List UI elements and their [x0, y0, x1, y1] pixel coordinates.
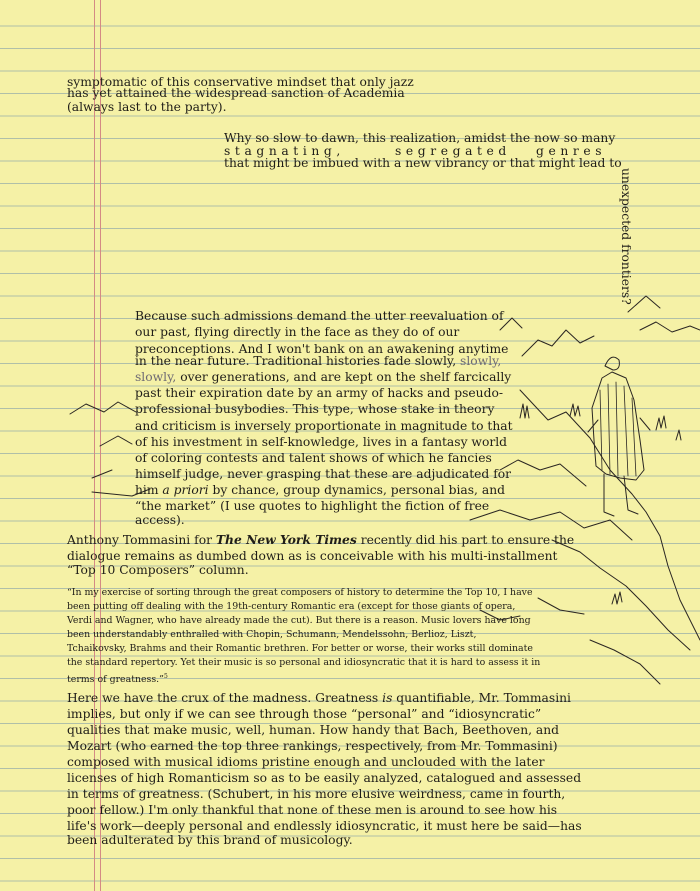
para3-line: Here we have the crux of the madness. Greatness is quantifiable, Mr. Tommasini [67, 691, 571, 705]
para1-line: preconceptions. And I won't bank on an awakening anytime [135, 342, 509, 356]
quote-line: terms of greatness.”$^5$ [67, 673, 168, 686]
para1-line: our past, flying directly in the face as they do of our [135, 325, 460, 339]
newspaper-title: The New York Times [215, 532, 357, 547]
para3-line: Mozart (who earned the top three rankings, respectively, from Mr. Tommasini) [67, 739, 558, 753]
para3-line: composed with musical idioms pristine enough and unclouded with the later [67, 755, 545, 769]
quote-line: been putting off dealing with the 19th-century Romantic era (except for those giants of opera, [67, 601, 516, 612]
para1-line: “the market” (I use quotes to highlight the fiction of free [135, 499, 490, 513]
faded-word: slowly, [460, 354, 502, 368]
quote-line: been understandably enthralled with Chopin, Schumann, Mendelssohn, Berlioz, Liszt, [67, 629, 477, 640]
word-genres: genres [536, 144, 607, 158]
intro-line-2: has yet attained the widespread sanction of Academia [67, 86, 405, 100]
emphasis-a-priori: a priori [162, 483, 209, 497]
intro-line-1: symptomatic of this conservative mindset that only jazz [67, 75, 414, 89]
faded-word: slowly, [135, 370, 177, 384]
word-stagnating: stagnating, [224, 144, 345, 158]
para1-line: of his investment in self-knowledge, lives in a fantasy world [135, 435, 508, 449]
para1-line: and criticism is inversely proportionate in magnitude to that [135, 419, 513, 433]
para3-line: implies, but only if we can see through those “personal” and “idiosyncratic” [67, 707, 542, 721]
question-line-3: that might be imbued with a new vibrancy or that might lead to [224, 156, 622, 170]
quote-line: the standard repertory. Yet their music is so personal and idiosyncratic that it is hard to assess it in [67, 657, 541, 668]
para1-line: professional busybodies. This type, whose stake in theory [135, 402, 495, 416]
para3-line: qualities that make music, well, human. How handy that Bach, Beethoven, and [67, 723, 560, 737]
para3-line: been adulterated by this brand of musicology. [67, 833, 353, 847]
para3-line: in terms of greatness. (Schubert, in his more elusive weirdness, came in fourth, [67, 787, 566, 801]
para1-line: access). [135, 513, 185, 527]
para3-line: poor fellow.) I'm only thankful that none of these men is around to see how his [67, 803, 558, 817]
para1-line: himself judge, never grasping that these are adjudicated for [135, 467, 512, 481]
para2-line-1: Anthony Tommasini for The New York Times recently did his part to ensure the [67, 532, 575, 547]
para1-line: slowly, over generations, and are kept on the shelf farcically [135, 370, 512, 384]
para1-line: of coloring contests and talent shows of which he fancies [135, 451, 492, 465]
para2-line-2: dialogue remains as dumbed down as is conceivable with his multi-installment [67, 549, 558, 563]
para1-line: in the near future. Traditional histories fade slowly, slowly, [135, 354, 502, 368]
word-segregated: segregated [395, 144, 511, 158]
para2-line-3: “Top 10 Composers” column. [67, 563, 249, 577]
emphasis-is: is [382, 691, 393, 705]
vertical-text-unexpected-frontiers: unexpected frontiers? [619, 168, 633, 305]
intro-line-3: (always last to the party). [67, 100, 227, 114]
para3-line: life's work—deeply personal and endlessly idiosyncratic, it must here be said—has [67, 819, 582, 833]
footnote-marker: 5 [163, 673, 168, 680]
para1-line: past their expiration date by an army of hacks and pseudo- [135, 386, 504, 400]
para3-line: licenses of high Romanticism so as to be easily analyzed, catalogued and assessed [67, 771, 582, 785]
para1-line: Because such admissions demand the utter reevaluation of [135, 309, 504, 323]
question-line-1: Why so slow to dawn, this realization, amidst the now so many [224, 131, 616, 145]
quote-line: Verdi and Wagner, who have already made the cut). But there is a reason. Music lovers have long [67, 615, 531, 626]
para1-line: him a priori by chance, group dynamics, personal bias, and [135, 483, 505, 497]
quote-line: Tchaikovsky, Brahms and their Romantic brethren. For better or worse, their works still dominate [67, 643, 533, 654]
quote-line: “In my exercise of sorting through the great composers of history to determine the Top 10, I have [67, 587, 533, 598]
